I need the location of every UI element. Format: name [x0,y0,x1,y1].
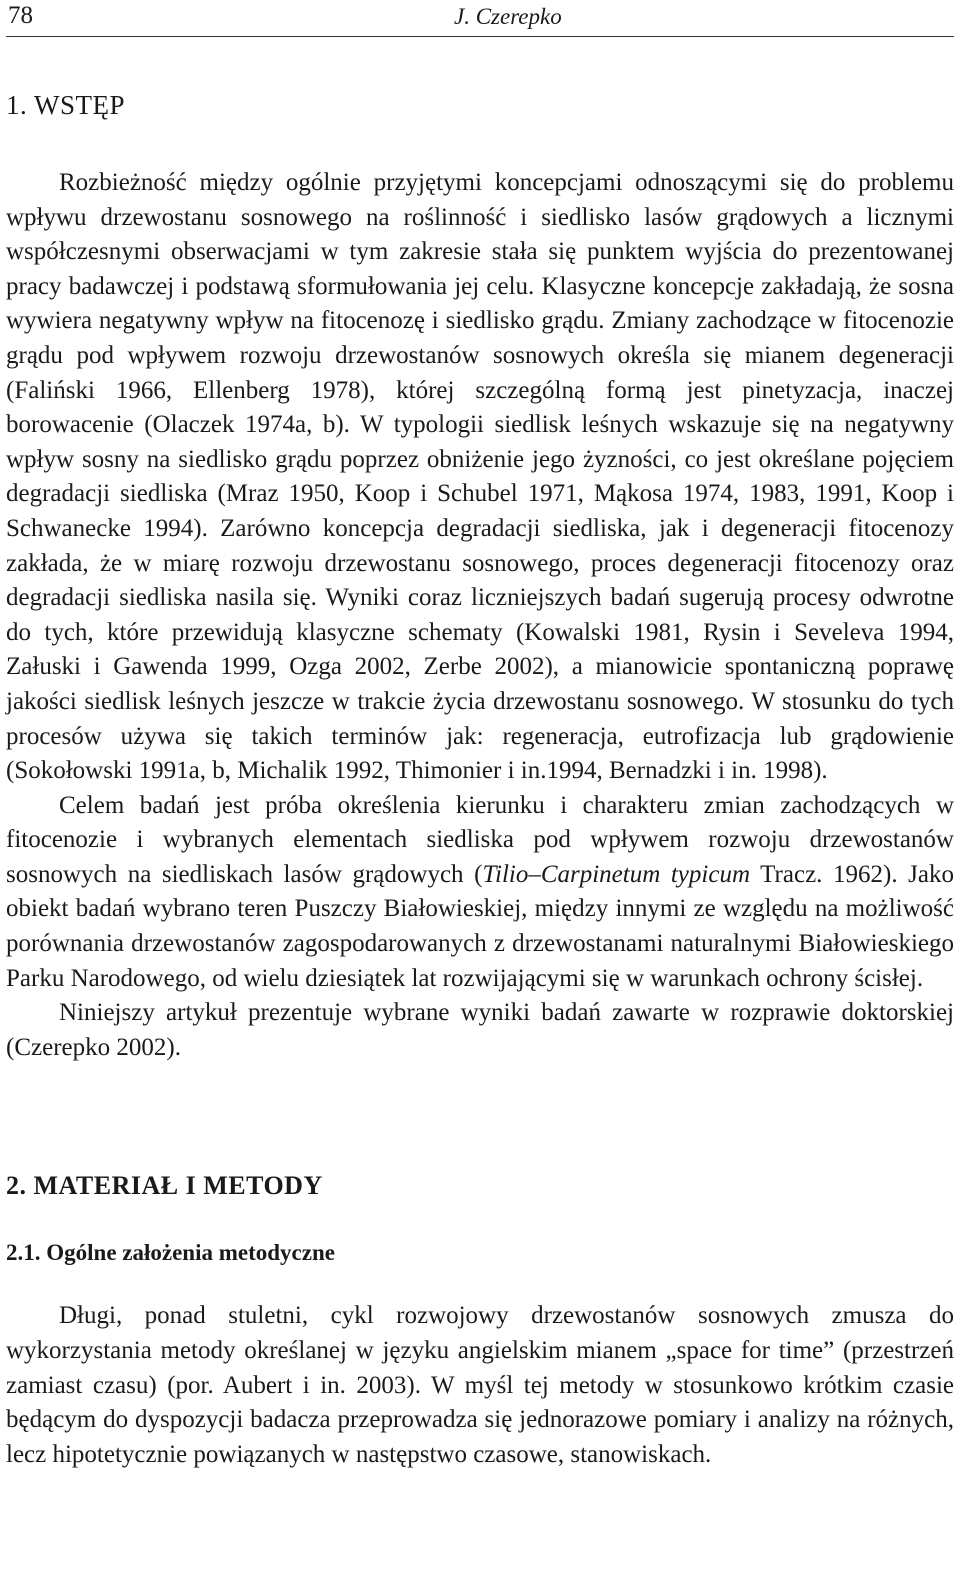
intro-paragraph-1: Rozbieżność między ogólnie przyjętymi koncepcjami odnoszącymi się do problemu wpływu drzewostanu sosnowego na roślinność i siedlisko lasów grądowych a licznymi współczesnymi obserwacjami w tym zakresie stała się punktem wyjścia do prezentowanej pracy badawczej i podstawą sformułowania jej celu. Klasyczne koncepcje zakładają, że sosna wywiera negatywny wpływ na fitocenozę i siedlisko grądu. Zmiany zachodzące w fitocenozie grądu pod wpływem rozwoju drzewostanów sosnowych określa się mianem degeneracji (Faliński 1966, Ellenberg 1978), której szczególną formą jest pinetyzacja, inaczej borowacenie (Olaczek 1974a, b). W typologii siedlisk leśnych wskazuje się na negatywny wpływ sosny na siedlisko grądu poprzez obniżenie jego żyzności, co jest określane pojęciem degradacji siedliska (Mraz 1950, Koop i Schubel 1971, Mąkosa 1974, 1983, 1991, Koop i Schwanecke 1994). Zarówno koncepcja degradacji siedliska, jak i degeneracji fitocenozy zakłada, że w miarę rozwoju drzewostanu sosnowego, proces degeneracji fitocenozy oraz degradacji siedliska nasila się. Wyniki coraz liczniejszych badań sugerują procesy odwrotne do tych, które przewidują klasyczne schematy (Kowalski 1981, Rysin i Seveleva 1994, Załuski i Gawenda 1999, Ozga 2002, Zerbe 2002), a mianowicie spontaniczną poprawę jakości siedlisk leśnych jeszcze w trakcie życia drzewostanu sosnowego. W stosunku do tych procesów używa się takich terminów jak: regeneracja, eutrofizacja lub grądowienie (Sokołowski 1991a, b, Michalik 1992, Thimonier i in.1994, Bernadzki i in. 1998). [6,169,954,785]
section-heading-intro: 1. WSTĘP [6,90,126,120]
plant-association-name: Tilio–Carpinetum typicum [482,860,751,888]
intro-paragraph-2 [6,789,954,997]
article-body [6,80,954,1472]
page-number: 78 [8,2,33,29]
running-head-author: J. Czerepko [454,4,562,29]
methods-paragraph-1: Długi, ponad stuletni, cykl rozwojowy drzewostanów sosnowych zmusza do wykorzystania metody określanej w języku angielskim mianem „space for time” (przestrzeń zamiast czasu) (por. Aubert i in. 2003). W myśl tej metody w stosunkowo krótkim czasie będącym do dyspozycji badacza przeprowadza się jednorazowe pomiary i analizy na różnych, lecz hipotetycznie powiązanych w następstwo czasowe, stanowiskach. [6,1302,954,1468]
paragraph-text: Celem badań jest próba określenia kierunku i charakteru zmian zachodzących w fitocenozie i wybranych elementach siedliska pod wpływem rozwoju drzewostanów sosnowych na siedliskach lasów grądowych ( [6,791,954,888]
running-header [6,0,954,37]
subsection-heading: 2.1. Ogólne założenia metodyczne [6,1240,335,1266]
section-heading-methods: 2. MATERIAŁ I METODY [6,1171,323,1201]
paragraph-text: Tracz. 1962). Jako obiekt badań wybrano teren Puszczy Białowieskiej, między innymi ze względu na możliwość porównania drzewostanów zagospodarowanych z drzewostanami naturalnymi Białowieskiego Parku Narodowego, od wielu dziesiątek lat rozwijającymi się w warunkach ochrony ścisłej. [6,860,954,992]
intro-paragraph-3: Niniejszy artykuł prezentuje wybrane wyniki badań zawarte w rozprawie doktorskiej (Czerepko 2002). [6,999,954,1061]
